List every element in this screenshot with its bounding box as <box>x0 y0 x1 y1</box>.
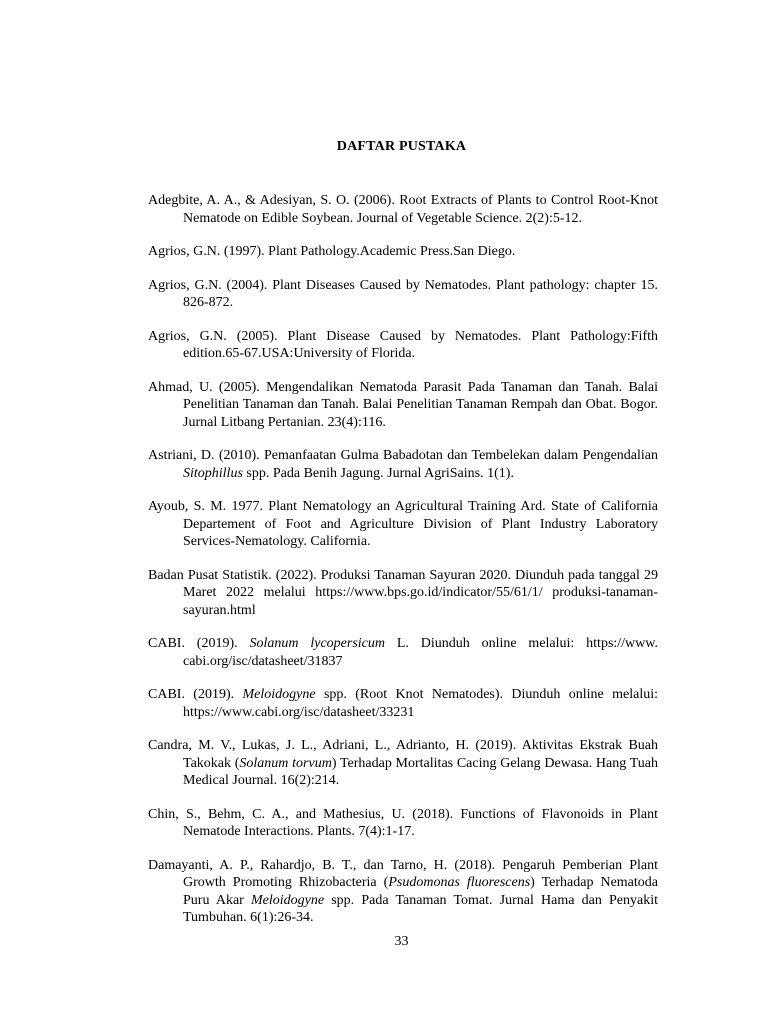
reference-entry <box>148 277 658 312</box>
reference-text: CABI. (2019). <box>148 687 243 702</box>
reference-text: Chin, S., Behm, C. A., and Mathesius, U. (2018). Functions of Flavonoids in Plant Nematode Interactions. Plants. 7(4):1-17. <box>148 806 658 839</box>
reference-text: Agrios, G.N. (2004). Plant Diseases Caused by Nematodes. Plant pathology: chapter 15. 826-872. <box>148 277 658 310</box>
reference-entry <box>148 737 658 790</box>
reference-text: Astriani, D. (2010). Pemanfaatan Gulma Babadotan dan Tembelekan dalam Pengendalian <box>148 448 658 463</box>
reference-text: ) Terhadap Nematoda Puru Akar <box>183 875 658 908</box>
reference-text: spp. (Root Knot Nematodes). Diunduh online melalui: https://www.cabi.org/isc/datasheet/33231 <box>183 687 658 720</box>
reference-entry <box>148 686 658 721</box>
reference-entry <box>148 857 658 927</box>
reference-text: Badan Pusat Statistik. (2022). Produksi Tanaman Sayuran 2020. Diunduh pada tanggal 29 Maret 2022 melalui https://www.bps.go.id/indicator/55/61/1/ produksi-tanaman-sayuran.html <box>148 567 658 618</box>
reference-text: Ahmad, U. (2005). Mengendalikan Nematoda Parasit Pada Tanaman dan Tanah. Balai Penelitian Tanaman dan Tanah. Balai Penelitian Tanaman Rempah dan Obat. Bogor. Jurnal Litbang Pertanian. 23(4):116. <box>148 379 658 430</box>
page-title: DAFTAR PUSTAKA <box>336 139 467 154</box>
reference-italic-text: Meloidogyne <box>250 892 325 908</box>
reference-text: CABI. (2019). <box>148 636 250 651</box>
reference-entry <box>148 379 658 432</box>
reference-text: spp. Pada Benih Jagung. Jurnal AgriSains. 1(1). <box>242 465 514 481</box>
reference-italic-text: Solanum torvum <box>239 755 332 771</box>
reference-text: L. Diunduh online melalui: https://www. cabi.org/isc/datasheet/31837 <box>183 636 658 669</box>
reference-text: Ayoub, S. M. 1977. Plant Nematology an Agricultural Training Ard. State of California Departement of Foot and Agriculture Division of Plant Industry Laboratory Services-Nematology. California. <box>148 499 658 549</box>
page-number: 33 <box>394 934 409 949</box>
reference-list <box>148 192 658 943</box>
reference-entry <box>148 498 658 551</box>
reference-italic-text: Meloidogyne <box>242 687 316 702</box>
reference-text: Adegbite, A. A., & Adesiyan, S. O. (2006). Root Extracts of Plants to Control Root-Knot Nematode on Edible Soybean. Journal of Vegetable Science. 2(2):5-12. <box>148 193 658 226</box>
reference-text: Damayanti, A. P., Rahardjo, B. T., dan Tarno, H. (2018). Pengaruh Pemberian Plant Growth Promoting Rhizobacteria ( <box>148 857 658 890</box>
reference-text: Candra, M. V., Lukas, J. L., Adriani, L., Adrianto, H. (2019). Aktivitas Ekstrak Buah Takokak ( <box>148 738 658 771</box>
reference-entry <box>148 328 658 363</box>
reference-entry <box>148 567 658 620</box>
reference-entry <box>148 447 658 482</box>
reference-entry <box>148 243 658 261</box>
reference-entry <box>148 192 658 227</box>
reference-entry <box>148 806 658 841</box>
reference-text: Agrios, G.N. (2005). Plant Disease Caused by Nematodes. Plant Pathology:Fifth edition.65-67.USA:University of Florida. <box>148 328 658 361</box>
reference-entry <box>148 635 658 670</box>
reference-italic-text: Psudomonas fluorescens <box>388 875 531 890</box>
reference-text: spp. Pada Tanaman Tomat. Jurnal Hama dan Penyakit Tumbuhan. 6(1):26-34. <box>183 892 658 925</box>
reference-text: ) Terhadap Mortalitas Cacing Gelang Dewasa. Hang Tuah Medical Journal. 16(2):214. <box>183 755 658 788</box>
reference-italic-text: Sitophillus <box>183 465 243 481</box>
reference-text: Agrios, G.N. (1997). Plant Pathology.Academic Press.San Diego. <box>148 244 516 259</box>
reference-italic-text: Solanum lycopersicum <box>249 636 385 651</box>
